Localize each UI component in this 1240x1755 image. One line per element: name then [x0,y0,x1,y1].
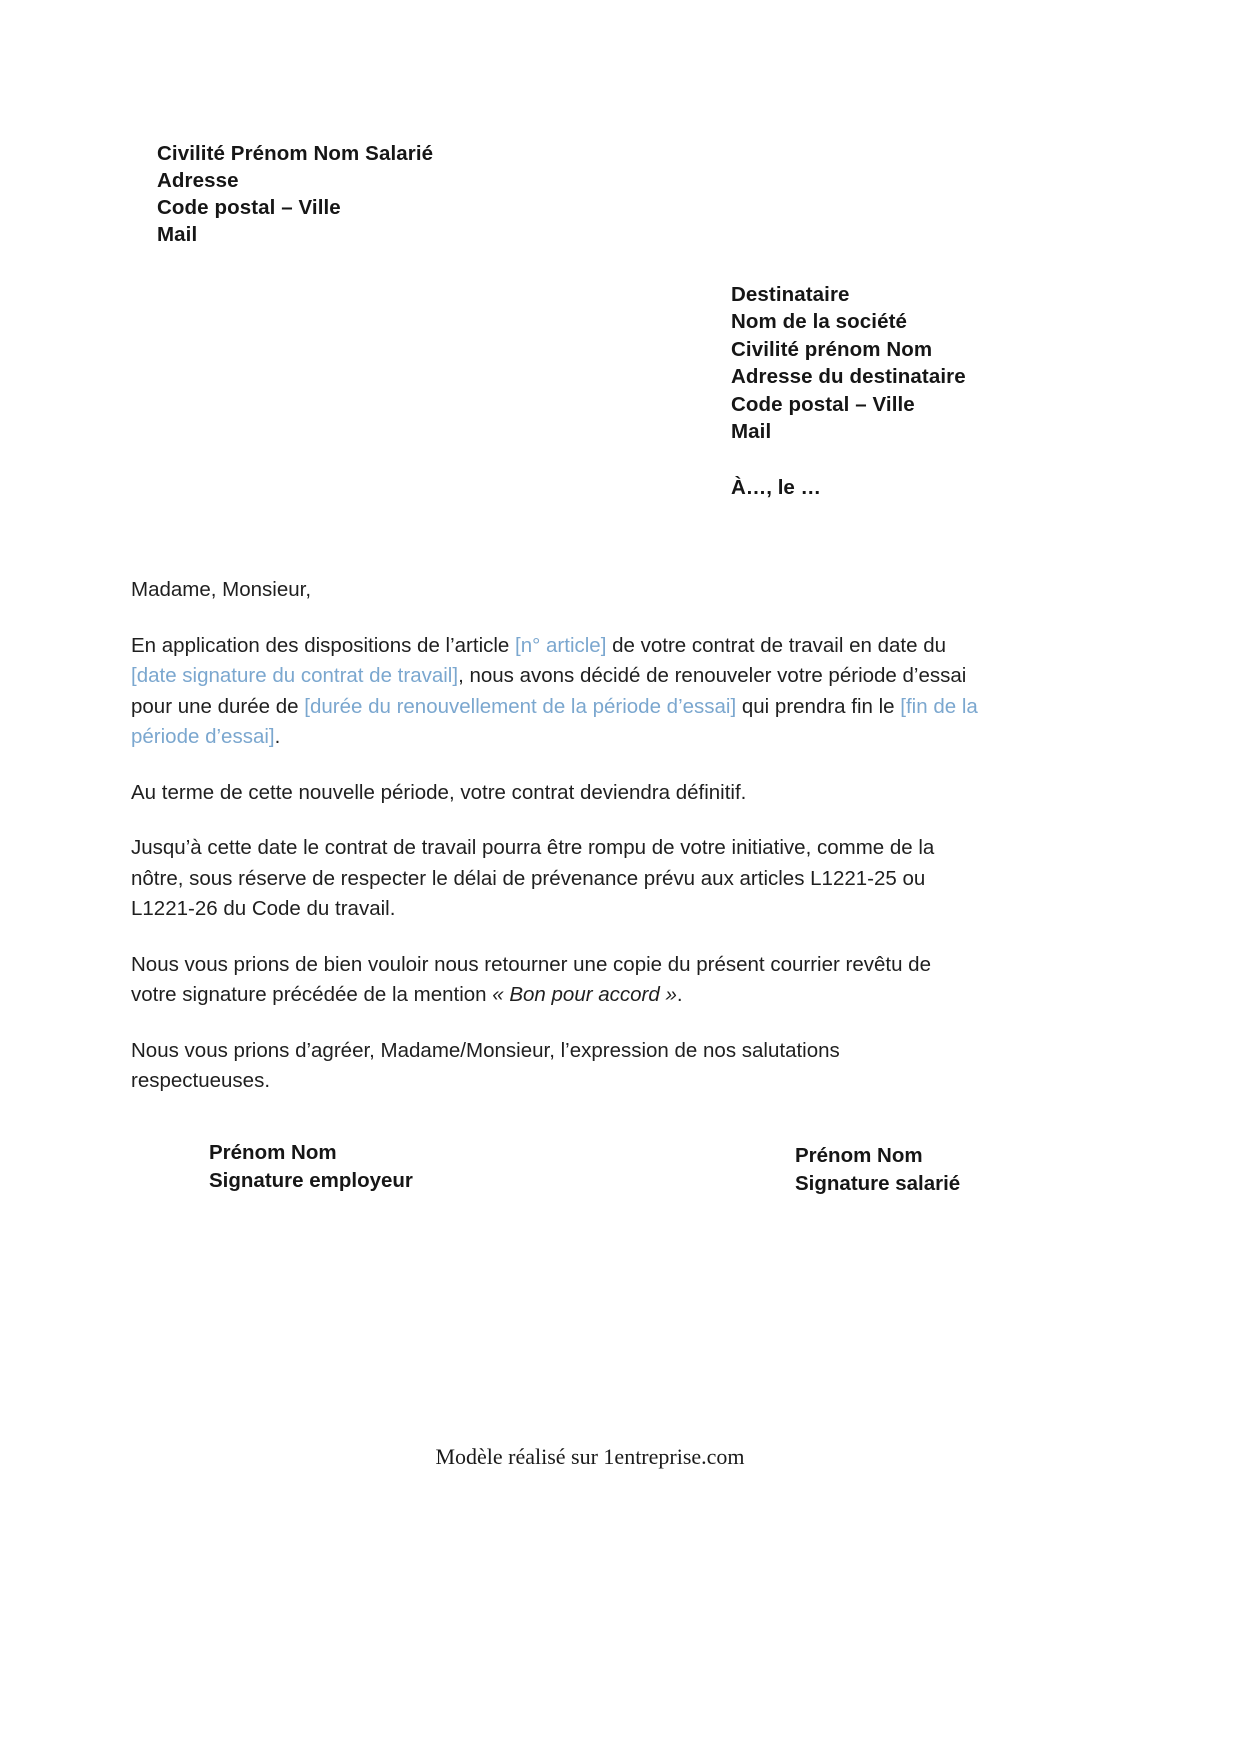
placeholder-contract-signature-date: [date signature du contrat de travail] [131,664,459,687]
salutation-text: Madame, Monsieur, [131,578,312,601]
paragraph-termination-notice [131,833,979,925]
recipient-address-block [731,281,966,445]
paragraph-5-text: Nous vous prions d’agréer, Madame/Monsieur, l’expression de nos salutations respectueuses. [131,1038,840,1092]
sender-line-mail: Mail [157,223,198,246]
paragraph-1-part-3: , nous avons décidé de renouveler votre période d’essai pour une durée de [131,664,967,718]
employer-signature-name: Prénom Nom [209,1141,337,1164]
paragraph-4-part-2: . [676,983,683,1006]
employee-signature-role: Signature salarié [795,1172,961,1195]
employer-signature-block [209,1139,413,1195]
paragraph-closing-salutation [131,1036,979,1097]
paragraph-definitive-contract [131,778,979,809]
recipient-line-address: Adresse du destinataire [731,365,966,389]
employee-signature-name: Prénom Nom [795,1144,923,1167]
employer-signature-role: Signature employeur [209,1169,413,1192]
recipient-line-mail: Mail [731,420,772,444]
recipient-line-company: Nom de la société [731,310,908,334]
paragraph-1-part-2: de votre contrat de travail en date du [606,633,947,657]
paragraph-3-text: Jusqu’à cette date le contrat de travail pourra être rompu de votre initiative, comme de la nôtre, sous réserve de respecter le délai de prévenance prévu aux articles L1221-25 ou L1221-26 du Code du travail. [131,836,935,920]
footer-credit-text: Modèle réalisé sur 1entreprise.com [435,1444,745,1469]
sender-address-block [157,140,433,248]
salutation-paragraph [131,575,979,606]
paragraph-2-text: Au terme de cette nouvelle période, votre contrat deviendra définitif. [131,780,747,804]
sender-line-address: Adresse [157,169,239,192]
paragraph-4-part-1: Nous vous prions de bien vouloir nous retourner une copie du présent courrier revêtu de votre signature précédée de la mention [131,952,931,1006]
footer-credit [0,1444,1240,1470]
place-and-date-line: À…, le … [731,476,821,499]
recipient-line-title: Destinataire [731,283,850,306]
bon-pour-accord-mention: « Bon pour accord » [492,983,677,1006]
letter-body [131,575,979,1097]
paragraph-renewal [131,631,979,753]
sender-line-city: Code postal – Ville [157,196,341,219]
paragraph-return-copy [131,950,979,1011]
sender-line-name: Civilité Prénom Nom Salarié [157,142,434,165]
paragraph-1-part-1: En application des dispositions de l’article [131,633,516,657]
employee-signature-block [795,1142,960,1198]
placeholder-renewal-duration: [durée du renouvellement de la période d’essai] [304,694,737,718]
placeholder-article-number: [n° article] [515,633,607,657]
placeholder-trial-period-end: [fin de la période d’essai] [131,694,978,748]
paragraph-1-part-5: . [274,725,281,748]
recipient-line-city: Code postal – Ville [731,392,915,416]
paragraph-1-part-4: qui prendra fin le [736,694,901,718]
recipient-line-name: Civilité prénom Nom [731,337,933,361]
